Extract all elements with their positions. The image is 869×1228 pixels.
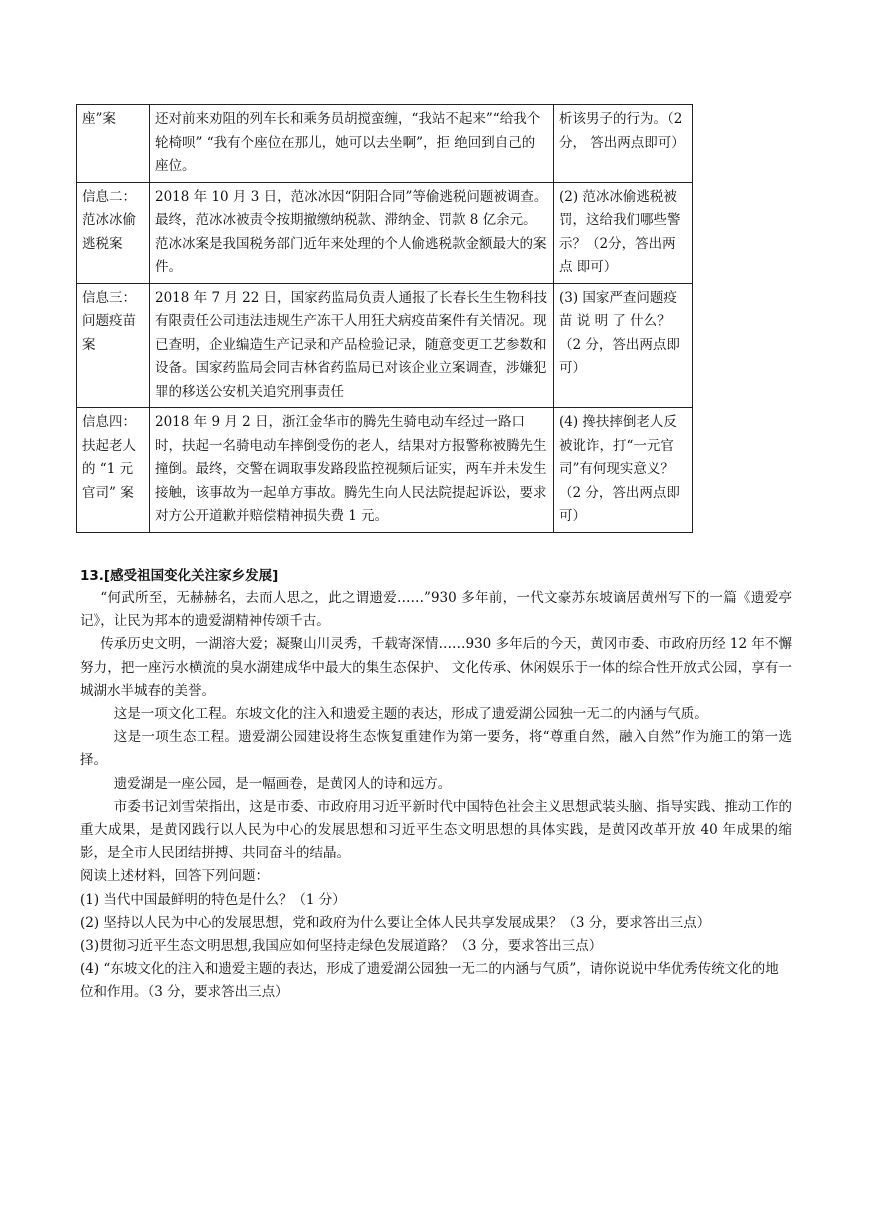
row-content: 还对前来劝阻的列车长和乘务员胡搅蛮缠，“我站不起来”“给我个轮椅呗” “我有个座位在那儿，她可以去坐啊”，拒 绝回到自己的座位。 bbox=[150, 105, 554, 183]
section-heading: 13.[感受祖国变化关注家乡发展] bbox=[80, 568, 279, 584]
info-table bbox=[76, 104, 693, 533]
table-row bbox=[77, 408, 693, 533]
paragraph: 这是一项文化工程。东坡文化的注入和遗爱主题的表达，形成了遗爱湖公园独一无二的内涵与气质。 bbox=[113, 706, 708, 723]
paragraph: 遗爱湖是一座公园，是一幅画卷，是黄冈人的诗和远方。 bbox=[113, 775, 452, 792]
question-item: (1) 当代中国最鲜明的特色是什么？（1 分） bbox=[80, 891, 346, 908]
paragraph: “何武所至，无赫赫名，去而人思之，此之谓遗爱……”930 多年前，一代文豪苏东坡谪居黄州写下的一篇《遗爱亭记》，让民为邦本的遗爱湖精神传颂千古。 bbox=[80, 590, 792, 630]
paragraph: 传承历史文明，一湖溶大爱；凝聚山川灵秀，千载寄深情……930 多年后的今天，黄冈市委、市政府历经 12 年不懈努力，把一座污水横流的臭水湖建成华中最大的集生态保护、 文化传承、休闲娱乐于一体的综合性开放式公园，享有一城湖水半城春的美誉。 bbox=[80, 636, 792, 699]
row-label: 信息四：扶起老人的 “1 元官司” 案 bbox=[77, 408, 150, 533]
paragraph: 这是一项生态工程。遗爱湖公园建设将生态恢复重建作为第一要务，将“尊重自然，融入自然”作为施工的第一选择。 bbox=[80, 729, 792, 769]
row-label: 信息三：问题疫苗案 bbox=[77, 283, 150, 408]
table-row bbox=[77, 283, 693, 408]
row-label: 信息二：范冰冰偷逃税案 bbox=[77, 182, 150, 283]
paragraph: 市委书记刘雪荣指出，这是市委、市政府用习近平新时代中国特色社会主义思想武装头脑、指导实践、推动工作的重大成果，是黄冈践行以人民为中心的发展思想和习近平生态文明思想的具体实践，是黄冈改革开放 40 年成果的缩影，是全市人民团结拼搏、共同奋斗的结晶。 bbox=[80, 798, 792, 862]
row-content: 2018 年 10 月 3 日，范冰冰因“阴阳合同”等偷逃税问题被调查。最终，范冰冰被责令按期撤缴纳税款、滞纳金、罚款 8 亿余元。范冰冰案是我国税务部门近年来处理的个人偷逃税款金额最大的案件。 bbox=[150, 182, 554, 283]
row-question: (4) 搀扶摔倒老人反被讹诈，打“一元官司”有何现实意义？（2 分，答出两点即可） bbox=[554, 408, 693, 533]
table-row bbox=[77, 182, 693, 283]
row-label: 座”案 bbox=[77, 105, 150, 183]
question-item: (3)贯彻习近平生态文明思想,我国应如何坚持走绿色发展道路？（3 分，要求答出三点） bbox=[80, 938, 603, 955]
row-question: 析该男子的行为。（2分， 答出两点即可） bbox=[554, 105, 693, 183]
question-13-section bbox=[80, 565, 792, 1005]
question-item: (2) 坚持以人民为中心的发展思想，党和政府为什么要让全体人民共享发展成果？（3 分，要求答出三点） bbox=[80, 914, 711, 931]
row-content: 2018 年 9 月 2 日，浙江金华市的腾先生骑电动车经过一路口时，扶起一名骑电动车摔倒受伤的老人，结果对方报警称被腾先生撞倒。最终，交警在调取事发路段监控视频后证实，两车并未发生接触，该事故为一起单方事故。腾先生向人民法院提起诉讼，要求对方公开道歉并赔偿精神损失费 1 元。 bbox=[150, 408, 554, 533]
reading-prompt: 阅读上述材料，回答下列问题： bbox=[80, 868, 269, 885]
table-row bbox=[77, 105, 693, 183]
question-item: (4) “东坡文化的注入和遗爱主题的表达，形成了遗爱湖公园独一无二的内涵与气质”，请你说说中华优秀传统文化的地位和作用。（3 分，要求答出三点） bbox=[80, 961, 779, 1001]
row-content: 2018 年 7 月 22 日，国家药监局负责人通报了长春长生生物科技有限责任公司违法违规生产冻干人用狂犬病疫苗案件有关情况。现已查明，企业编造生产记录和产品检验记录，随意变更工艺参数和设备。国家药监局会同吉林省药监局已对该企业立案调查，涉嫌犯罪的移送公安机关追究刑事责任 bbox=[150, 283, 554, 408]
row-question: (3) 国家严查问题疫 苗 说 明 了 什么？（2 分，答出两点即可） bbox=[554, 283, 693, 408]
row-question: (2) 范冰冰偷逃税被罚，这给我们哪些警 示？（2分，答出两点 即可） bbox=[554, 182, 693, 283]
